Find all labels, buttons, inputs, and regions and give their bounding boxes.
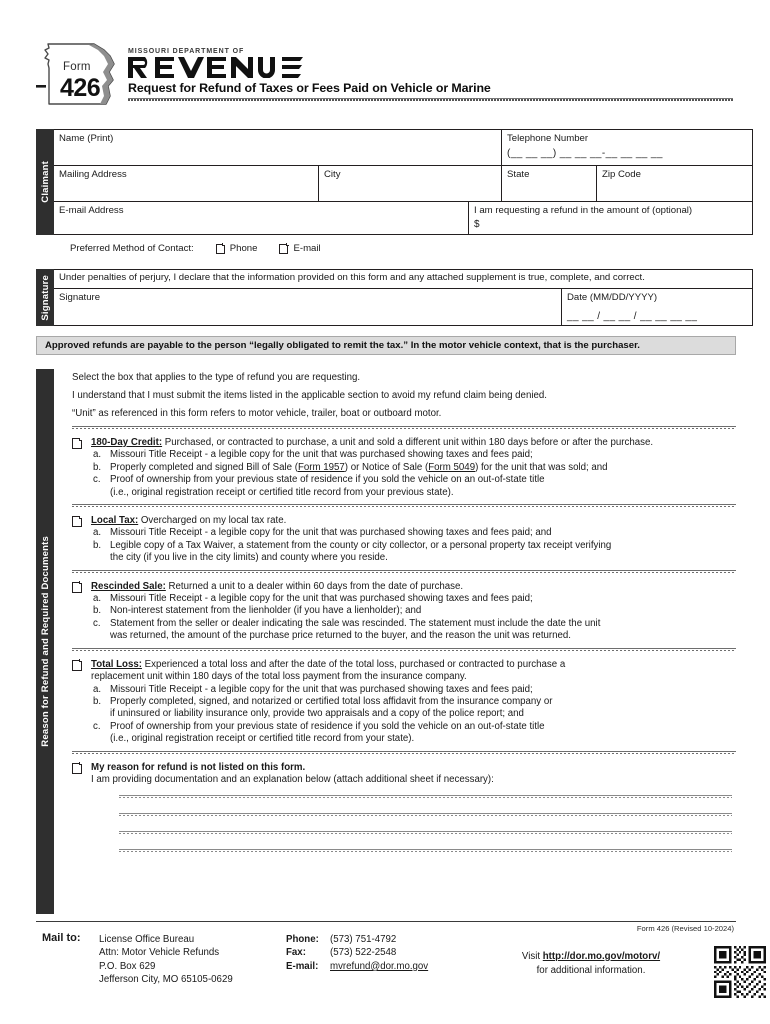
refund-option-text	[91, 515, 736, 565]
checkbox-refund-option-1[interactable]	[72, 438, 82, 449]
reason-section	[36, 369, 736, 914]
footer-divider	[36, 921, 736, 922]
form-reference-link[interactable]: Form 1957	[297, 461, 345, 473]
revenue-wordmark-icon	[128, 57, 736, 78]
phone-value: (573) 751-4792	[330, 934, 397, 945]
refund-option-text	[91, 437, 736, 499]
refund-option-label: Total Loss:	[91, 658, 142, 670]
required-document-item: b. Non-interest statement from the lienholder (if you have a lienholder); and	[93, 605, 422, 617]
preferred-contact-row	[36, 243, 321, 254]
required-document-item: a. Missouri Title Receipt - a legible copy for the unit that was purchased showing taxes and fees paid; and	[93, 527, 552, 539]
required-document-item-cont: was returned, the amount of the purchase price returned to the buyer, and the reason the unit was returned.	[110, 630, 571, 642]
telephone-label: Telephone Number	[507, 133, 589, 144]
option-divider	[72, 751, 736, 755]
refund-option-description: Experienced a total loss and after the date of the total loss, purchased or contracted to purchase a	[141, 658, 566, 670]
state-field[interactable]	[502, 166, 597, 201]
revision-label: Form 426 (Revised 10-2024)	[636, 924, 734, 933]
list-marker: b.	[93, 605, 102, 617]
required-document-item: a. Missouri Title Receipt - a legible copy for the unit that was purchased showing taxes and fees paid;	[93, 449, 533, 461]
list-marker: b.	[93, 461, 102, 473]
refund-option-label: My reason for refund is not listed on this form.	[91, 761, 306, 773]
phone-key: Phone:	[286, 934, 319, 945]
fax-value: (573) 522-2548	[330, 947, 397, 959]
required-documents-list	[91, 684, 736, 746]
list-marker: a.	[93, 683, 102, 695]
required-document-item-cont: (i.e., original registration receipt or certified title record from your state).	[110, 733, 415, 745]
refund-option-label: 180-Day Credit:	[91, 437, 163, 448]
mail-to-label: Mail to:	[42, 932, 81, 944]
city-field[interactable]	[319, 166, 502, 201]
required-document-item: c. Statement from the seller or dealer indicating the sale was rescinded. The statement must include the date the unit was returned, the amount of the purchase price returned to the buyer, and the reason the unit was returned.	[91, 618, 736, 643]
revenue-brand	[128, 47, 736, 102]
approved-refunds-text: Approved refunds are payable to the person “legally obligated to remit the tax.” In the motor vehicle context, that is the purchaser.	[45, 340, 640, 351]
email-address-label: E-mail Address	[59, 204, 124, 216]
refund-option-description: Overcharged on my local tax rate.	[138, 515, 287, 527]
required-document-item: c. Proof of ownership from your previous state of residence if you sold the vehicle on an out-of-state title (i.e., original registration receipt or certified title record from your state).	[91, 721, 736, 746]
write-in-line[interactable]	[119, 813, 732, 817]
fax-key: Fax:	[286, 947, 306, 959]
checkbox-refund-option-3[interactable]	[72, 582, 82, 593]
date-label: Date (MM/DD/YYYY)	[567, 291, 658, 303]
form-word-label: Form	[63, 61, 91, 73]
option-divider	[72, 648, 736, 652]
list-marker: b.	[93, 695, 102, 707]
address-line-2: Attn: Motor Vehicle Refunds	[99, 947, 220, 959]
list-marker: a.	[93, 527, 102, 539]
preferred-contact-label: Preferred Method of Contact:	[70, 243, 194, 254]
address-line-3: P.O. Box 629	[99, 960, 156, 972]
address-line-4: Jefferson City, MO 65105-0629	[99, 974, 233, 986]
zip-code-label: Zip Code	[602, 168, 641, 180]
refund-option-description: Purchased, or contracted to purchase, a unit and sold a different unit within 180 days before or after the purchase.	[162, 437, 654, 448]
checkbox-refund-option-4[interactable]	[72, 660, 82, 671]
signature-label: Signature	[59, 291, 101, 303]
city-label: City	[324, 168, 341, 180]
claimant-section	[36, 129, 736, 235]
list-marker: b.	[93, 539, 102, 551]
contact-email-label: E-mail	[293, 243, 321, 254]
zip-code-field[interactable]	[597, 166, 752, 201]
required-documents-list	[91, 449, 736, 499]
required-document-item: b. Properly completed, signed, and notarized or certified total loss affidavit from the insurance company or if uninsured or liability insurance only, provide two appraisals and a copy of the police report; and	[91, 696, 736, 721]
refund-amount-label: I am requesting a refund in the amount of (optional)	[474, 204, 693, 216]
required-document-item: b. Legible copy of a Tax Waiver, a statement from the county or city collector, or a personal property tax receipt verifying the city (if you live in the city limits) and county where you reside.	[91, 540, 736, 565]
option-divider	[72, 570, 736, 574]
refund-option-text	[91, 581, 736, 643]
visit-prefix: Visit	[521, 951, 543, 962]
form-title: Request for Refund of Taxes or Fees Paid on Vehicle or Marine	[128, 81, 491, 95]
refund-option-heading	[91, 437, 736, 449]
reason-tab	[36, 369, 54, 914]
list-marker: c.	[93, 720, 101, 732]
email-key: E-mail:	[286, 960, 319, 972]
header-divider	[128, 98, 733, 102]
form-number: 426	[60, 74, 101, 102]
date-mask: __ __ / __ __ / __ __ __ __	[567, 310, 698, 322]
intro-line-2: I understand that I must submit the items listed in the applicable section to avoid my refund claim being denied.	[72, 390, 547, 401]
address-line-1: License Office Bureau	[99, 934, 195, 945]
required-document-item: c. Proof of ownership from your previous state of residence if you sold the vehicle on an out-of-state title (i.e., original registration receipt or certified title record from your previous state).	[91, 474, 736, 499]
claimant-tab	[36, 129, 54, 235]
fax-row	[286, 946, 428, 959]
claimant-row-2	[54, 166, 752, 202]
signature-section	[36, 269, 736, 326]
dollar-sign: $	[474, 218, 480, 230]
required-document-item: a. Missouri Title Receipt - a legible copy for the unit that was purchased showing taxes and fees paid;	[93, 593, 533, 605]
required-document-item: b. Properly completed and signed Bill of Sale (Form 1957) or Notice of Sale (Form 5049) for the unit that was sold; and	[93, 461, 608, 473]
option-divider	[72, 504, 736, 508]
refund-option-description-cont: I am providing documentation and an explanation below (attach additional sheet if necessary):	[91, 773, 494, 785]
contact-phone-label: Phone	[229, 243, 258, 254]
form-header	[36, 38, 736, 116]
refund-option-heading	[91, 515, 736, 527]
name-field[interactable]	[54, 130, 502, 165]
required-documents-list	[91, 593, 736, 643]
refund-option-text	[91, 762, 736, 868]
reason-tab-label: Reason for Refund and Required Documents	[39, 536, 51, 747]
claimant-row-3	[54, 202, 752, 234]
required-document-item: a. Missouri Title Receipt - a legible copy for the unit that was purchased showing taxes and fees paid;	[93, 683, 533, 695]
refund-reason-options	[72, 426, 736, 867]
refund-option-heading	[91, 659, 736, 671]
option-divider	[72, 426, 736, 430]
signature-grid	[54, 269, 753, 326]
explanation-write-in-area[interactable]	[91, 795, 736, 853]
date-field[interactable]	[562, 289, 752, 325]
signature-field[interactable]	[54, 289, 562, 325]
missouri-state-outline-icon	[36, 38, 128, 112]
refund-option-heading	[91, 581, 736, 593]
required-document-item-cont: if uninsured or liability insurance only, provide two appraisals and a copy of the police report; and	[110, 708, 524, 720]
mailing-address-field[interactable]	[54, 166, 319, 201]
write-in-line[interactable]	[119, 831, 732, 835]
refund-option-description-cont: replacement unit within 180 days of the total loss payment from the insurance company.	[91, 671, 467, 683]
write-in-line[interactable]	[119, 795, 732, 799]
claimant-row-1	[54, 130, 752, 166]
email-address-field[interactable]	[54, 202, 469, 234]
form-reference-link[interactable]: Form 5049	[428, 461, 476, 473]
contact-block	[286, 933, 428, 973]
refund-option[interactable]	[72, 762, 736, 868]
telephone-mask: (__ __ __) __ __ __-__ __ __ __	[507, 148, 663, 159]
mailing-address-block	[99, 933, 233, 987]
signature-tab-label: Signature	[39, 274, 51, 321]
telephone-field[interactable]	[502, 130, 752, 165]
intro-line-3: “Unit” as referenced in this form refers to motor vehicle, trailer, boat or outboard motor.	[72, 408, 442, 419]
refund-option-label: Rescinded Sale:	[91, 580, 166, 592]
list-marker: a.	[93, 593, 102, 605]
mailing-address-label: Mailing Address	[59, 168, 127, 180]
signature-tab	[36, 269, 54, 326]
approved-refunds-banner	[36, 336, 736, 355]
department-line: MISSOURI DEPARTMENT OF	[128, 48, 245, 55]
refund-option[interactable]	[72, 581, 736, 643]
claimant-grid	[54, 129, 753, 235]
state-label: State	[507, 168, 530, 180]
claimant-tab-label: Claimant	[39, 161, 51, 203]
refund-option[interactable]	[72, 437, 736, 499]
refund-option-text	[91, 659, 736, 746]
reason-body	[54, 369, 736, 914]
refund-amount-field[interactable]	[469, 202, 752, 234]
perjury-statement: Under penalties of perjury, I declare that the information provided on this form and any attached supplement is true, complete, and correct.	[59, 272, 645, 283]
checkbox-contact-email[interactable]	[279, 244, 288, 254]
required-document-item-cont: the city (if you live in the city limits) and county where you reside.	[110, 552, 388, 564]
refund-option[interactable]	[72, 659, 736, 746]
refund-option-label: Local Tax:	[91, 515, 139, 527]
signature-row	[54, 289, 752, 325]
email-row	[286, 960, 428, 973]
visit-block	[506, 950, 676, 978]
checkbox-refund-option-2[interactable]	[72, 516, 82, 527]
website-link[interactable]: http://dor.mo.gov/motorv/	[542, 951, 661, 962]
email-link[interactable]: mvrefund@dor.mo.gov	[330, 960, 429, 972]
list-marker: c.	[93, 617, 101, 629]
visit-suffix: for additional information.	[536, 965, 646, 976]
phone-row	[286, 933, 428, 946]
reason-intro	[72, 369, 736, 420]
name-label: Name (Print)	[59, 133, 114, 144]
list-marker: a.	[93, 449, 102, 461]
refund-option[interactable]	[72, 515, 736, 565]
checkbox-refund-option-5[interactable]	[72, 763, 82, 774]
required-document-item-cont: (i.e., original registration receipt or certified title record from your previous state).	[110, 486, 454, 498]
qr-code-icon	[714, 946, 766, 998]
refund-option-description: Returned a unit to a dealer within 60 days from the date of purchase.	[165, 580, 464, 592]
perjury-row	[54, 270, 752, 289]
list-marker: c.	[93, 474, 101, 486]
write-in-line[interactable]	[119, 849, 732, 853]
refund-option-heading	[91, 762, 736, 774]
required-documents-list	[91, 527, 736, 564]
checkbox-contact-phone[interactable]	[216, 244, 225, 254]
intro-line-1: Select the box that applies to the type of refund you are requesting.	[72, 372, 361, 383]
